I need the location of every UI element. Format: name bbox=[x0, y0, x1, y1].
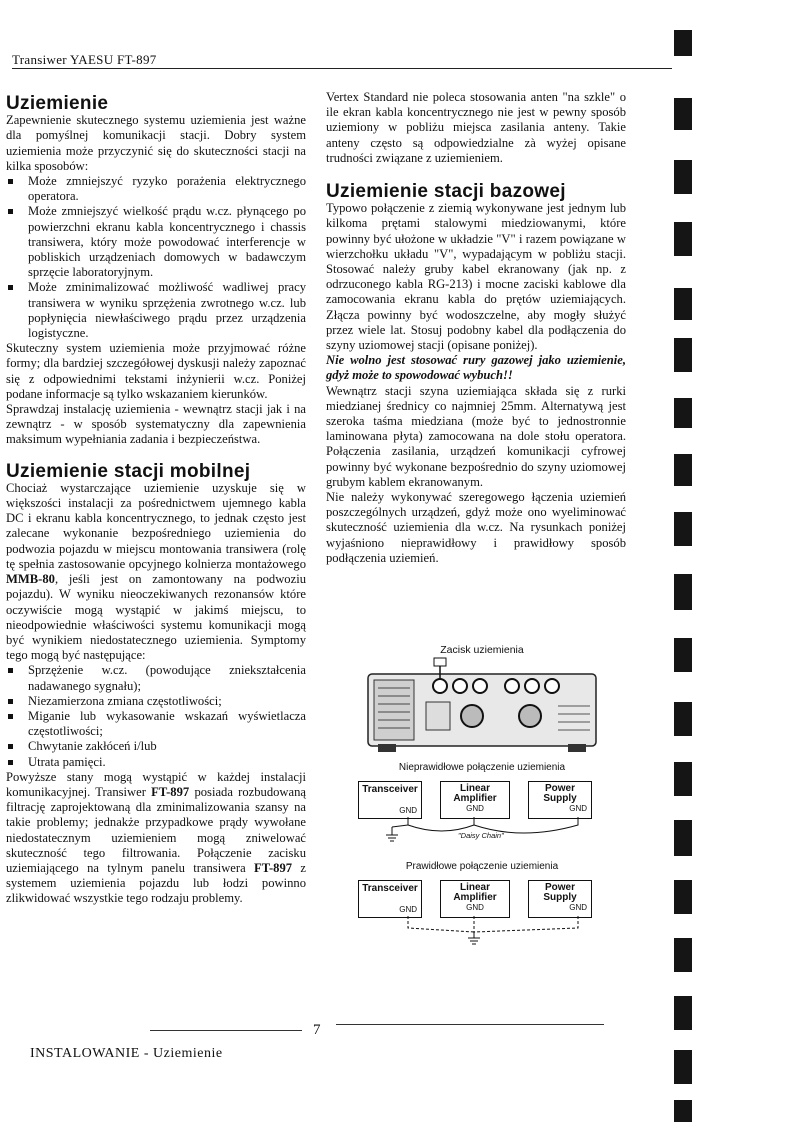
list-item: Może zmniejszyć wielkość prądu w.cz. płynącego po powierzchni ekranu kabla koncentrycznego i chassis transiwera, który może powodować interferencje w pobliskich urządzeniach domowych w badawczym sprzęcie laboratoryjnym. bbox=[6, 204, 306, 280]
box-transceiver: Transceiver GND bbox=[358, 880, 422, 918]
footer-section-title: INSTALOWANIE - Uziemienie bbox=[30, 1046, 223, 1061]
paragraph: Skuteczny system uziemienia może przyjmować różne formy; dla bardziej szczegółowej dyskusji należy zapoznać się z odpowiednimi tekstami inżynierii w.cz. Poniżej podane informacje są tylko wskazaniem kierunków. bbox=[6, 341, 306, 401]
box-transceiver: Transceiver GND bbox=[358, 781, 422, 819]
running-header: Transiwer YAESU FT-897 bbox=[12, 52, 157, 67]
list-item: Niezamierzona zmiana częstotliwości; bbox=[6, 694, 306, 709]
paragraph: Typowo połączenie z ziemią wykonywane jest jednym lub kilkoma prętami stalowymi miedziowanymi, które powinny być ułożone w układzie "V" i razem powiązane w wierzchołku układu "V", wypadającym w pobliżu stacji. Stosować należy gruby kabel ekranowany (jak np. z odrzuconego kabla RG-213) i mocne zaciski kablowe dla zamocowania ekranu kabla do prętów uziemiających. Złącza powinny być wodoszczelne, aby mogły służyć przez wiele lat. Stosuj podobny kabel dla podłączenia do szyny uziomowej stacji (opisane poniżej). bbox=[326, 201, 626, 353]
list-item: Miganie lub wykasowanie wskazań wyświetlacza częstotliwości; bbox=[6, 709, 306, 739]
list-item: Może zmniejszyć ryzyko porażenia elektrycznego operatora. bbox=[6, 174, 306, 204]
paragraph: Vertex Standard nie poleca stosowania anten "na szkle" o ile ekran kabla koncentrycznego nie jest w pewny sposób uziemiony w pobliżu miejsca zasilania anteny. Takie anteny często są odpowiedzialne zà wyżej opisane trudności związane z uziemieniem. bbox=[326, 90, 626, 165]
section-heading-base: Uziemienie stacji bazowej bbox=[326, 181, 566, 203]
model-mmb80: MMB-80 bbox=[6, 572, 55, 587]
bullet-list-symptoms bbox=[6, 663, 306, 769]
grounding-figure bbox=[352, 644, 612, 948]
footer-rule bbox=[336, 1024, 604, 1025]
wrong-caption: Nieprawidłowe połączenie uziemienia bbox=[398, 762, 566, 773]
star-ground-wiring bbox=[352, 878, 612, 948]
paragraph: Zapewnienie skutecznego systemu uziemienia jest ważne dla pomyślnej komunikacji stacji. Dobry system uziemienia może przyczynić się do skuteczności stacji na kilka sposobów: bbox=[6, 113, 306, 173]
box-power-supply: Power Supply GND bbox=[528, 880, 592, 918]
list-item: Utrata pamięci. bbox=[6, 755, 306, 770]
list-item: Chwytanie zakłóceń i/lub bbox=[6, 739, 306, 754]
paragraph: Sprawdzaj instalację uziemienia - wewnątrz stacji jak i na zewnątrz - w sposób systematyczny dla zapewnienia maksimum wypełniania zadania i bezpieczeństwa. bbox=[6, 402, 306, 447]
box-amplifier: Linear Amplifier GND bbox=[440, 880, 510, 918]
correct-diagram bbox=[352, 878, 612, 948]
paragraph: Nie należy wykonywać szeregowego łączenia uziemień poszczególnych urządzeń, gdyż może ono wyeliminować skuteczność uziemienia dla w.cz. Na rysunkach poniżej wyjaśniono nieprawidłowy i prawidłowy sposób podłączenia uziemień. bbox=[326, 490, 626, 565]
section-heading-grounding: Uziemienie bbox=[6, 93, 109, 114]
list-item: Sprzężenie w.cz. (powodujące zniekształcenia nadawanego sygnału); bbox=[6, 663, 306, 693]
wrong-diagram bbox=[352, 779, 612, 859]
page-number: 7 bbox=[313, 1022, 321, 1038]
daisy-chain-wiring bbox=[352, 779, 612, 859]
box-amplifier: Linear Amplifier GND bbox=[440, 781, 510, 819]
transceiver-rear-panel-illustration bbox=[362, 656, 602, 756]
footer-rule bbox=[150, 1030, 302, 1031]
list-item: Może zminimalizować możliwość wadliwej pracy transiwera w wyniku sprzężenia zwrotnego w.cz. lub popłynięcia niewłaściwego prądu przez urządzenia logistyczne. bbox=[6, 280, 306, 341]
clamp-label: Zacisk uziemienia bbox=[440, 644, 524, 656]
header-rule bbox=[12, 68, 672, 69]
right-caption: Prawidłowe połączenie uziemienia bbox=[405, 861, 559, 872]
paragraph: Wewnątrz stacji szyna uziemiająca składa się z rurki miedzianej średnicy co najmniej 25mm. Alternatywą jest szeroka taśma miedziana (może być to jednostronnie laminowana płyta) zamocowana na dole stołu operatora. Połączenia zasilania, urządzeń komunikacji cyfrowej powinny być wykonane bezpośrednio do szyny uziomowej grubym kablem ekranowanym. bbox=[326, 383, 626, 489]
left-column bbox=[6, 90, 306, 907]
paragraph: Chociaż wystarczające uziemienie uzyskuje się w większości instalacji za pośrednictwem ujemnego kabla DC i ekranu kabla koncentrycznego, to jednak często jest zalecane wykonanie bezpośredniego uziemienia do podwozia pojazdu w miejscu montowania transiwera (rolę tę spełnia zastosowanie opcyjnego kolnierza montażowego MMB-80, jeśli jest on zamontowany na podwoziu pojazdu). W wyniku nieoczekiwanych rezonansów które oczywiście mogą wystąpić w jakimś miejscu, to nieodpowiednie właściwości systemu komunikacji mogą być wynikiem niedostatecznego uziemienia. Symptomy tego mogą być następujące: bbox=[6, 480, 306, 663]
warning-text: Nie wolno jest stosować rury gazowej jako uziemienie, gdyż może to spowodować wybuch!! bbox=[326, 353, 626, 383]
section-heading-mobile: Uziemienie stacji mobilnej bbox=[6, 460, 251, 482]
daisy-chain-label: "Daisy Chain" bbox=[458, 831, 504, 840]
paragraph: Powyższe stany mogą wystąpić w każdej instalacji komunikacyjnej. Transiwer FT-897 posiada rozbudowaną filtrację zaprojektowaną dla zminimalizowania szansy na takie problemy; jednakże przypadkowe prądy wywołane niedostatecznym uziemieniem mogą zniwelować skuteczność tego filtrowania. Połączenie zacisku uziemiającego na tylnym panelu transiwera FT-897 z systemem uziemienia pojazdu lub łodzi powinno zlikwidować wszystkie tego rodzaju problemy. bbox=[6, 769, 307, 906]
bullet-list-benefits bbox=[6, 174, 306, 341]
box-power-supply: Power Supply GND bbox=[528, 781, 592, 819]
right-column bbox=[326, 90, 626, 566]
